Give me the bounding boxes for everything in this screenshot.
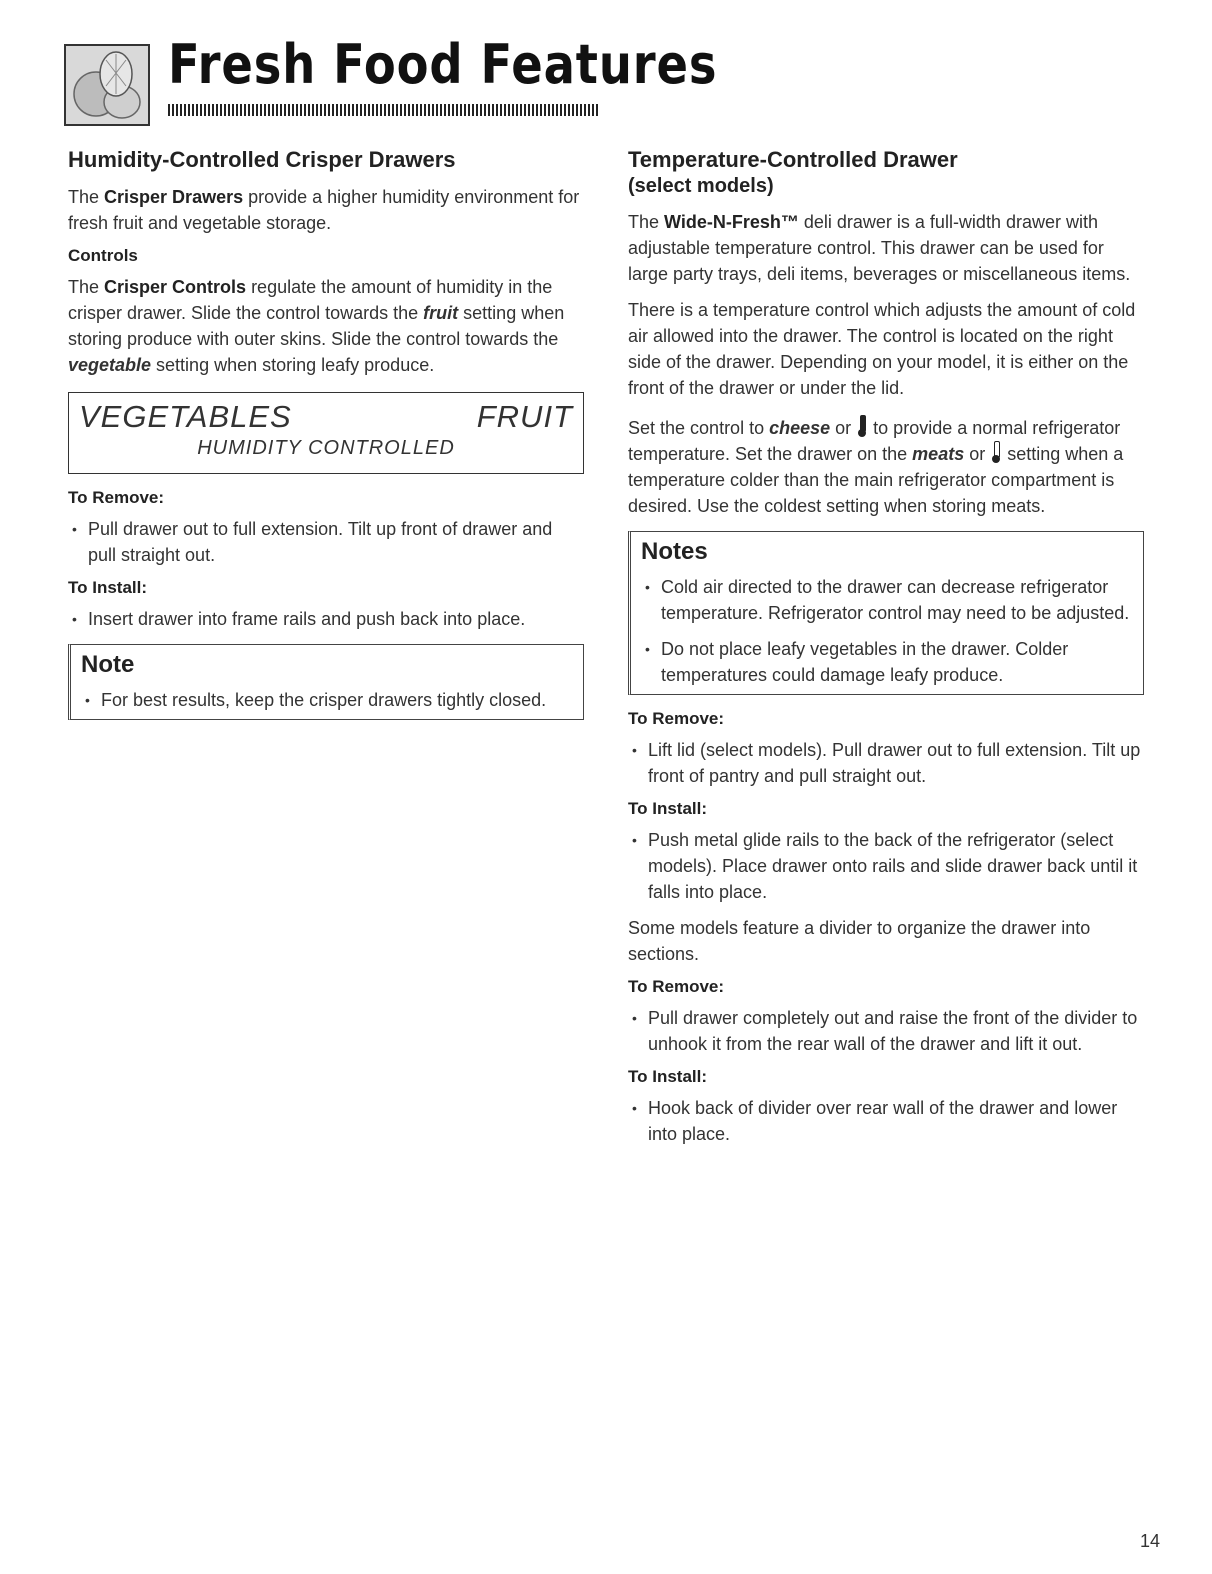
title-rule [168,104,598,116]
produce-icon [64,44,150,126]
note-title: Note [81,650,135,678]
thermometer-low-icon [992,441,1000,463]
controls-text: The Crisper Controls regulate the amount of humidity in the crisper drawer. Slide the control towards the fruit setting when storing produce with outer skins. Slide the control towards the vegetable setting when storing leafy produce. [68,276,565,375]
notes-box [628,531,1144,695]
remove-divider-heading: To Remove: [628,976,725,996]
remove-list [628,737,1144,789]
fruit-label: FRUIT [476,398,573,434]
install-heading: To Install: [68,577,148,597]
temp-setting-text: Set the control to cheese or to provide a normal refrigerator temperature. Set the drawer on the meats or setting when a temperature colder than the main refrigerator compartment is desired. Use the coldest setting when storing meats. [628,415,1144,519]
list-item: • Pull drawer out to full extension. Tilt up front of drawer and pull straight out. [68,516,584,568]
remove-list [68,516,584,568]
temp-drawer-intro: The Wide-N-Fresh™ deli drawer is a full-width drawer with adjustable temperature control. This drawer can be used for large party trays, deli items, beverages or miscellaneous items. [628,211,1131,284]
install-divider-list [628,1095,1144,1147]
list-item: • Lift lid (select models). Pull drawer out to full extension. Tilt up front of pantry and pull straight out. [628,737,1144,789]
install-divider-heading: To Install: [628,1066,708,1086]
note-box [68,644,584,720]
crisper-intro: The Crisper Drawers provide a higher humidity environment for fresh fruit and vegetable storage. [68,186,580,233]
divider-text: Some models feature a divider to organize the drawer into sections. [628,917,1091,964]
section-heading-temp-drawer: Temperature-Controlled Drawer [628,147,958,172]
humidity-control-graphic [68,392,584,474]
list-item: • Insert drawer into frame rails and push back into place. [68,606,584,632]
vegetables-label: VEGETABLES [79,398,292,434]
temp-control-text: There is a temperature control which adjusts the amount of cold air allowed into the drawer. The control is located on the right side of the drawer. Depending on your model, it is either on the front of the drawer or under the lid. [628,299,1136,398]
remove-divider-list [628,1005,1144,1057]
humidity-caption: HUMIDITY CONTROLLED [197,436,455,459]
controls-heading: Controls [68,245,138,265]
list-item: • For best results, keep the crisper drawers tightly closed. [81,687,573,713]
page-title: Fresh Food Features [168,33,718,96]
remove-heading: To Remove: [68,487,165,507]
install-heading: To Install: [628,798,708,818]
list-item: • Do not place leafy vegetables in the drawer. Colder temperatures could damage leafy produce. [641,636,1133,688]
page-number: 14 [1139,1531,1160,1551]
remove-heading: To Remove: [628,708,725,728]
list-item: • Hook back of divider over rear wall of the drawer and lower into place. [628,1095,1144,1147]
install-list [628,827,1144,905]
list-item: • Cold air directed to the drawer can decrease refrigerator temperature. Refrigerator control may need to be adjusted. [641,574,1133,626]
section-heading-crisper: Humidity-Controlled Crisper Drawers [68,147,456,172]
list-item: • Push metal glide rails to the back of the refrigerator (select models). Place drawer onto rails and slide drawer back until it falls into place. [628,827,1144,905]
install-list [68,606,584,632]
select-models-subheading: (select models) [628,174,774,197]
right-column [628,146,1144,1157]
thermometer-full-icon [858,415,866,437]
notes-title: Notes [641,537,708,565]
left-column [68,146,584,734]
list-item: • Pull drawer completely out and raise the front of the divider to unhook it from the rear wall of the drawer and lift it out. [628,1005,1144,1057]
